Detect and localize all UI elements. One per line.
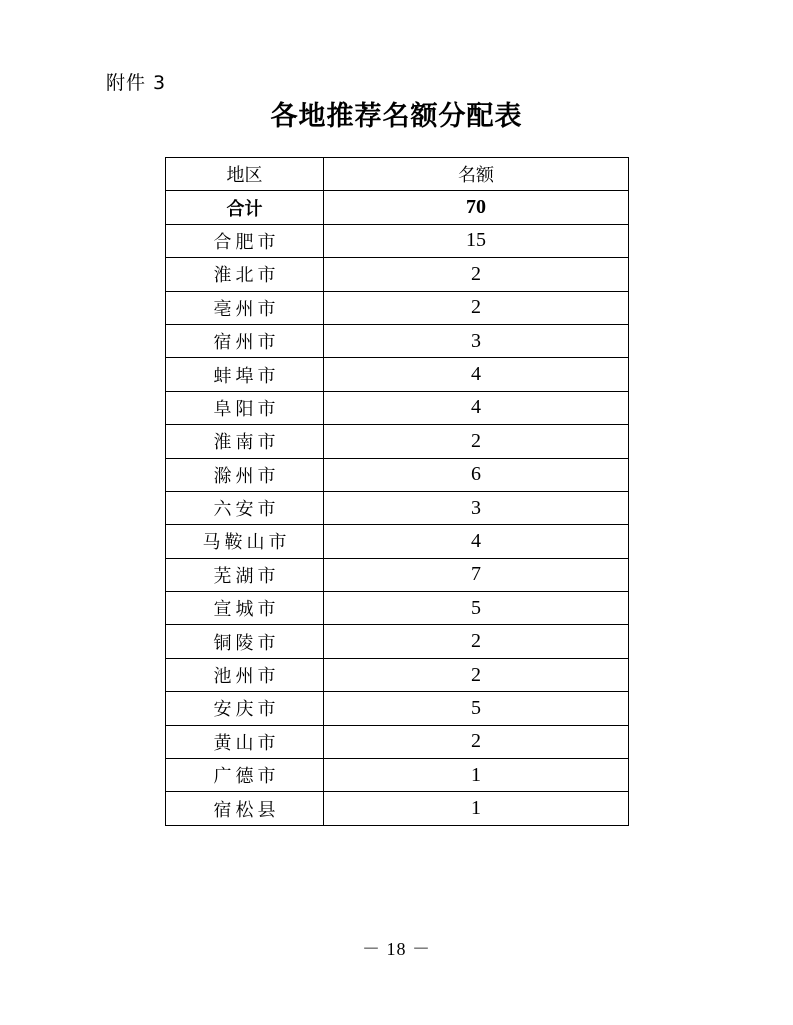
table-row <box>166 525 629 558</box>
table-row <box>166 625 629 658</box>
quota-cell: 5 <box>324 692 629 725</box>
page-number: － 18 － <box>362 939 431 959</box>
region-cell: 芜湖市 <box>166 558 324 591</box>
table-row <box>166 458 629 491</box>
region-cell: 广德市 <box>166 759 324 792</box>
total-label: 合计 <box>166 191 324 224</box>
region-cell: 黄山市 <box>166 725 324 758</box>
quota-cell: 2 <box>324 291 629 324</box>
total-value: 70 <box>324 191 629 224</box>
header-region: 地区 <box>166 158 324 191</box>
table-row <box>166 592 629 625</box>
quota-cell: 15 <box>324 224 629 257</box>
table-row <box>166 491 629 524</box>
quota-cell: 3 <box>324 491 629 524</box>
region-cell: 阜阳市 <box>166 391 324 424</box>
quota-cell: 5 <box>324 592 629 625</box>
quota-cell: 1 <box>324 792 629 825</box>
table-row <box>166 792 629 825</box>
table-row <box>166 258 629 291</box>
region-cell: 淮北市 <box>166 258 324 291</box>
table-row <box>166 558 629 591</box>
table-row <box>166 358 629 391</box>
region-cell: 宿州市 <box>166 324 324 357</box>
quota-cell: 7 <box>324 558 629 591</box>
table-row <box>166 658 629 691</box>
attachment-label: 附件 3 <box>106 72 167 94</box>
quota-cell: 2 <box>324 258 629 291</box>
table-row <box>166 391 629 424</box>
region-cell: 滁州市 <box>166 458 324 491</box>
quota-cell: 2 <box>324 658 629 691</box>
region-cell: 蚌埠市 <box>166 358 324 391</box>
quota-cell: 2 <box>324 725 629 758</box>
table-row <box>166 725 629 758</box>
document-title: 各地推荐名额分配表 <box>270 101 523 132</box>
quota-cell: 4 <box>324 358 629 391</box>
region-cell: 合肥市 <box>166 224 324 257</box>
table-row <box>166 291 629 324</box>
quota-cell: 4 <box>324 391 629 424</box>
table-row <box>166 224 629 257</box>
region-cell: 马鞍山市 <box>166 525 324 558</box>
table-row <box>166 324 629 357</box>
table-header-row <box>166 158 629 191</box>
quota-cell: 1 <box>324 759 629 792</box>
region-cell: 六安市 <box>166 491 324 524</box>
quota-cell: 3 <box>324 324 629 357</box>
table-row <box>166 692 629 725</box>
quota-cell: 6 <box>324 458 629 491</box>
region-cell: 池州市 <box>166 658 324 691</box>
table-row <box>166 759 629 792</box>
region-cell: 安庆市 <box>166 692 324 725</box>
header-quota: 名额 <box>324 158 629 191</box>
region-cell: 淮南市 <box>166 425 324 458</box>
quota-cell: 2 <box>324 425 629 458</box>
region-cell: 宿松县 <box>166 792 324 825</box>
table-row <box>166 425 629 458</box>
region-cell: 铜陵市 <box>166 625 324 658</box>
quota-allocation-table <box>165 157 629 826</box>
total-row <box>166 191 629 224</box>
region-cell: 亳州市 <box>166 291 324 324</box>
region-cell: 宣城市 <box>166 592 324 625</box>
quota-cell: 4 <box>324 525 629 558</box>
quota-cell: 2 <box>324 625 629 658</box>
